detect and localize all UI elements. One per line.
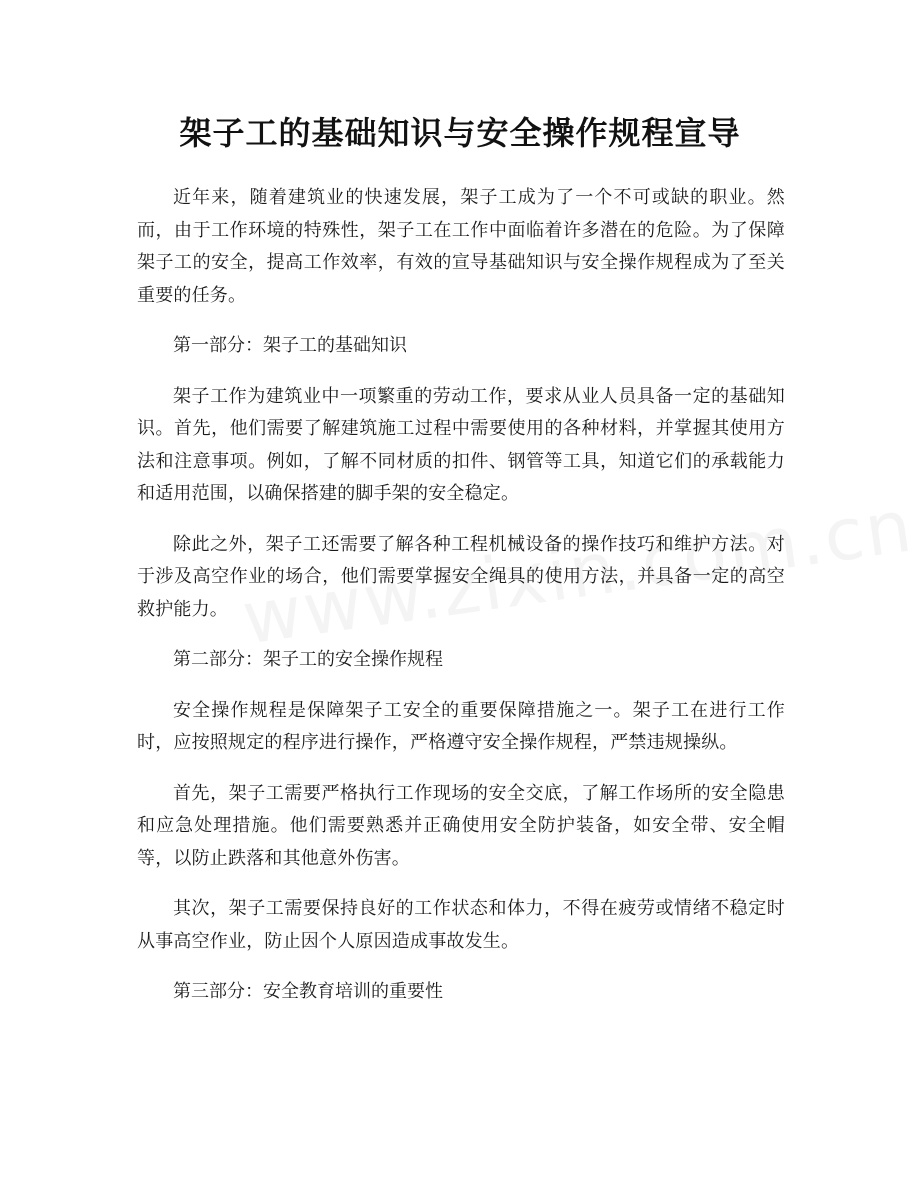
paragraph-equipment: 除此之外，架子工还需要了解各种工程机械设备的操作技巧和维护方法。对于涉及高空作业的场合，他们需要掌握安全绳具的使用方法，并具备一定的高空救护能力。: [137, 533, 785, 620]
section-heading-2: 第二部分：架子工的安全操作规程: [173, 649, 443, 670]
section-heading-1: 第一部分：架子工的基础知识: [173, 335, 407, 356]
document-body: [137, 182, 785, 1027]
paragraph-physical-state: 其次，架子工需要保持良好的工作状态和体力，不得在疲劳或情绪不稳定时从事高空作业，防止因个人原因造成事故发生。: [137, 898, 785, 952]
document-title: 架子工的基础知识与安全操作规程宣导: [179, 114, 741, 152]
paragraph-basic-knowledge: 架子工作为建筑业中一项繁重的劳动工作，要求从业人员具备一定的基础知识。首先，他们需要了解建筑施工过程中需要使用的各种材料，并掌握其使用方法和注意事项。例如，了解不同材质的扣件、钢管等工具，知道它们的承载能力和适用范围，以确保搭建的脚手架的安全稳定。: [137, 385, 785, 504]
paragraph-safety-briefing: 首先，架子工需要严格执行工作现场的安全交底，了解工作场所的安全隐患和应急处理措施。他们需要熟悉并正确使用安全防护装备，如安全带、安全帽等，以防止跌落和其他意外伤害。: [137, 782, 785, 869]
section-heading-3: 第三部分：安全教育培训的重要性: [173, 981, 443, 1002]
paragraph-intro: 近年来，随着建筑业的快速发展，架子工成为了一个不可或缺的职业。然而，由于工作环境的特殊性，架子工在工作中面临着许多潜在的危险。为了保障架子工的安全，提高工作效率，有效的宣导基础知识与安全操作规程成为了至关重要的任务。: [137, 187, 785, 306]
paragraph-safety-rules: 安全操作规程是保障架子工安全的重要保障措施之一。架子工在进行工作时，应按照规定的程序进行操作，严格遵守安全操作规程，严禁违规操纵。: [137, 699, 785, 753]
